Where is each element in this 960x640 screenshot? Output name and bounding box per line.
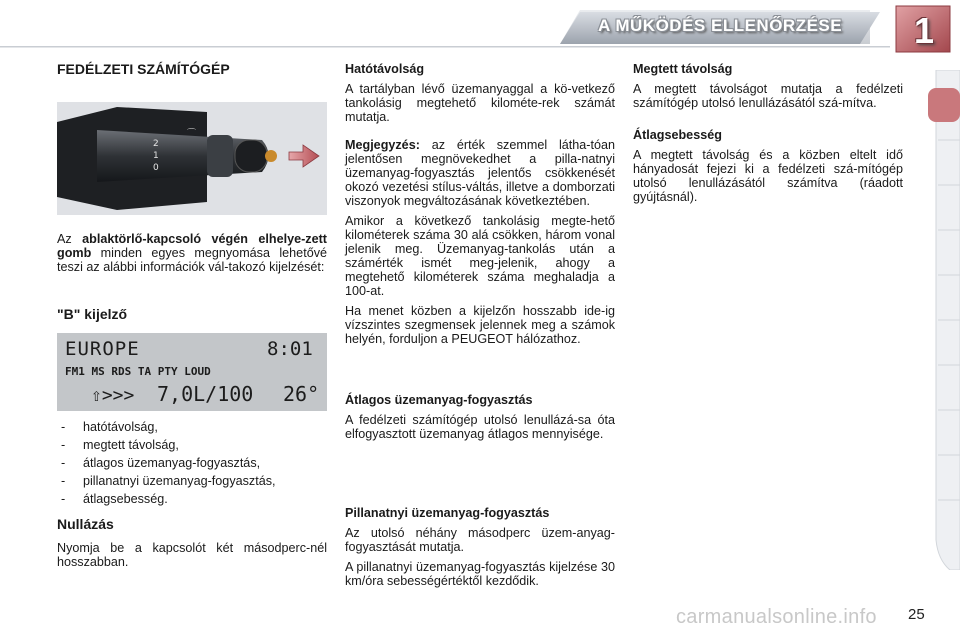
range-heading: Hatótávolság — [345, 62, 425, 76]
lcd-consumption: 7,0L/100 — [157, 382, 254, 406]
svg-text:1: 1 — [153, 151, 159, 161]
reset-heading: Nullázás — [57, 516, 114, 532]
note-paragraph: Megjegyzés: az érték szemmel látha-tóan jelentősen megnövekedhet a pilla-natnyi üzemanyag-fogyasztás jelentős csökkenését okozó vezetési stílus-váltás, illetve a domborzati viszonyok megváltozásának következtében. — [345, 138, 615, 208]
list-item: - átlagos üzemanyag-fogyasztás, — [57, 456, 327, 470]
list-item: - megtett távolság, — [57, 438, 327, 452]
intro-paragraph: Az ablaktörlő-kapcsoló végén elhelye-zett gomb minden egyes megnyomása lehetővé teszi az alábbi információk vál-takozó kijelzését: — [57, 232, 327, 274]
inst-consumption-note: A pillanatnyi üzemanyag-fogyasztás kijelzése 30 km/óra sebességértéktől kezdődik. — [345, 560, 615, 588]
page-header — [0, 0, 960, 70]
inst-consumption-text: Az utolsó néhány másodperc üzem-anyag-fogyasztását mutatja. — [345, 526, 615, 554]
left-column — [57, 62, 327, 82]
watermark: carmanualsonline.info — [676, 606, 877, 628]
list-item: - átlagsebesség. — [57, 492, 327, 506]
side-chapter-tabs — [926, 70, 960, 570]
distance-heading: Megtett távolság — [633, 62, 733, 76]
inst-consumption-heading: Pillanatnyi üzemanyag-fogyasztás — [345, 506, 550, 520]
low-range-text: Amikor a következő tankolásig megte-hető kilométerek száma 30 alá csökken, három vonal jelenik meg. Üzemanyag-tankolás után a számérték ismét meg-jelenik, ahogy a megtehető kilométerek száma meghaladja a 100-at. — [345, 214, 615, 298]
right-column — [633, 62, 903, 210]
button-location: ablaktörlő-kapcsoló végén elhelye-zett gomb — [57, 232, 327, 260]
chapter-number: 1 — [913, 10, 935, 51]
lcd-band: EUROPE — [65, 338, 140, 360]
list-item: - hatótávolság, — [57, 420, 327, 434]
svg-text:2: 2 — [153, 139, 159, 149]
active-tab-marker — [928, 88, 960, 122]
svg-text:0: 0 — [153, 163, 159, 173]
avg-speed-text: A megtett távolság és a közben eltelt idő hányadosát fejezi ki a fedélzeti szá-mítógép utolsó lenullázásától számítva (ráadott gyújtásnál). — [633, 148, 903, 204]
display-heading: "B" kijelző — [57, 306, 128, 322]
info-list — [57, 420, 327, 506]
lcd-temperature: 26° — [283, 382, 320, 406]
middle-column — [345, 62, 615, 352]
reset-text: Nyomja be a kapcsolót két másodperc-nél hosszabban. — [57, 541, 327, 569]
chapter-title: A MŰKÖDÉS ELLENŐRZÉSE — [598, 16, 843, 35]
avg-speed-heading: Átlagsebesség — [633, 128, 722, 142]
distance-text: A megtett távolságot mutatja a fedélzeti számítógép utolsó lenullázásától szá-mítva. — [633, 82, 903, 110]
avg-consumption-heading: Átlagos üzemanyag-fogyasztás — [345, 393, 533, 407]
range-text: A tartályban lévő üzemanyaggal a kö-vetkező tankolásig megtehető kilométe-rek számát mutatja. — [345, 82, 615, 124]
lcd-radio-status: FM1 MS RDS TA PTY LOUD — [65, 365, 211, 378]
lcd-arrows: ⇧>>> — [91, 385, 135, 406]
avg-consumption-text: A fedélzeti számítógép utolsó lenullázá-sa óta elfogyasztott üzemanyag átlagos mennyisége. — [345, 413, 615, 441]
note-label: Megjegyzés: — [345, 138, 420, 152]
wiper-stalk-photo — [57, 102, 327, 215]
list-item: - pillanatnyi üzemanyag-fogyasztás, — [57, 474, 327, 488]
svg-text:⌒: ⌒ — [187, 129, 197, 139]
lcd-clock: 8:01 — [267, 338, 313, 360]
page-number: 25 — [908, 606, 925, 623]
section-title: FEDÉLZETI SZÁMÍTÓGÉP — [57, 61, 230, 77]
display-b-screen — [57, 333, 327, 411]
service-text: Ha menet közben a kijelzőn hosszabb ide-ig vízszintes szegmensek jelennek meg a számok helyén, forduljon a PEUGEOT hálózathoz. — [345, 304, 615, 346]
